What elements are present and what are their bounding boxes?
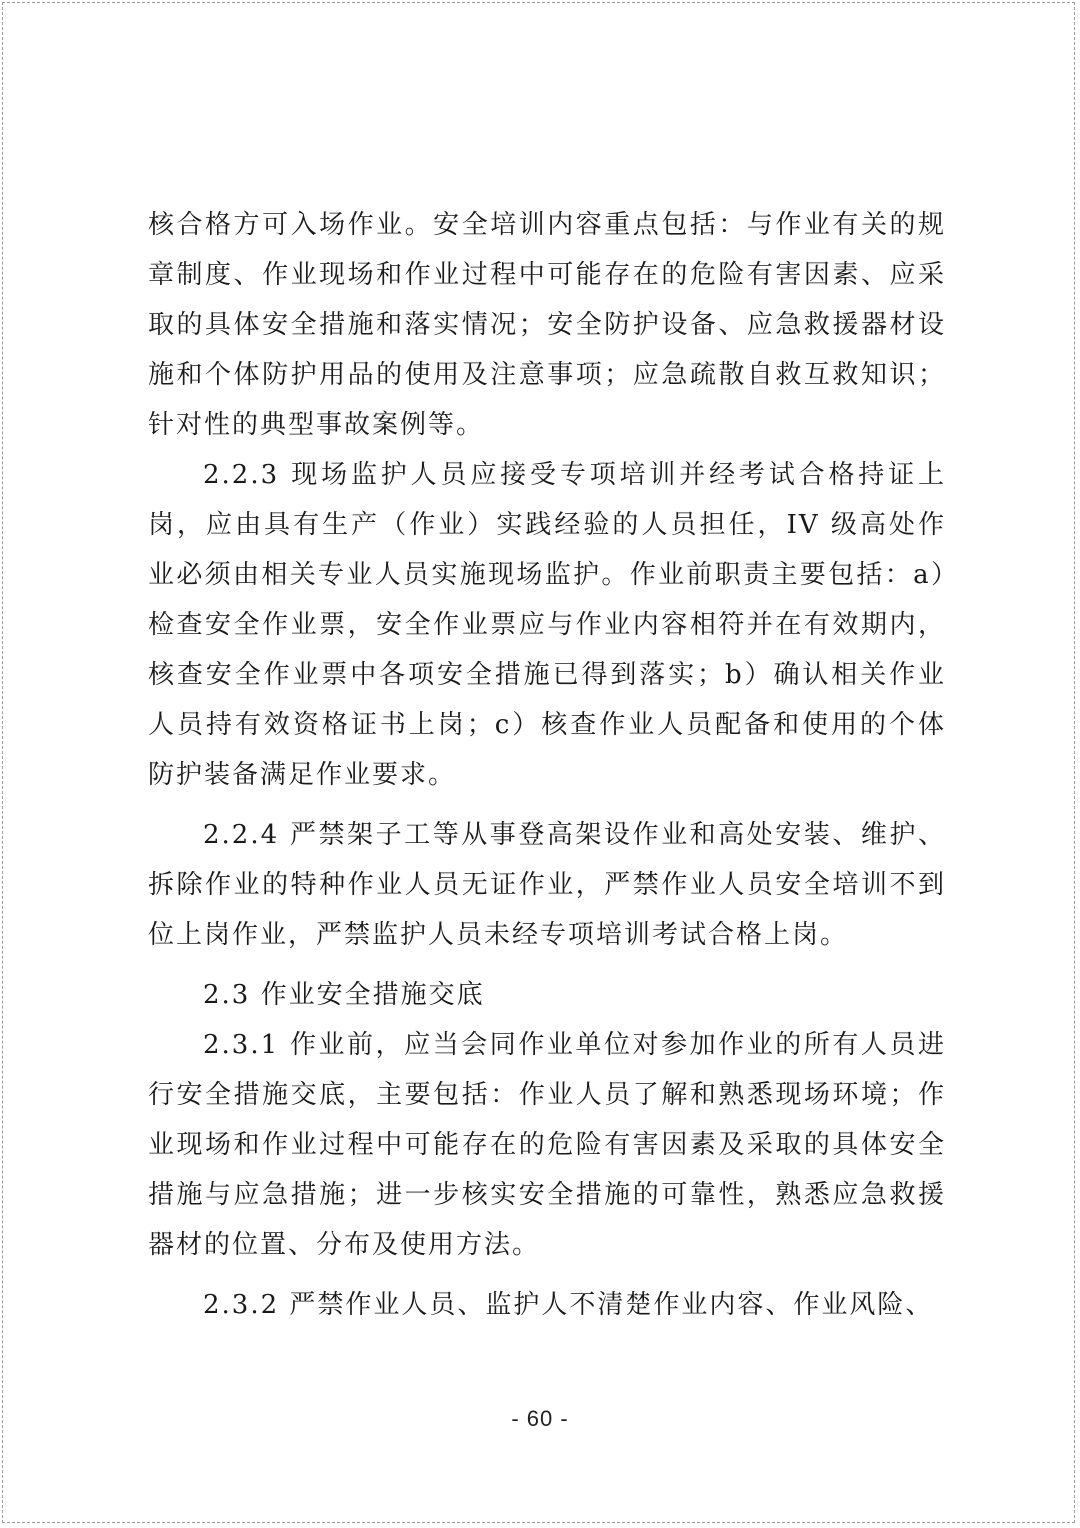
paragraph-training-content: 核合格方可入场作业。安全培训内容重点包括：与作业有关的规章制度、作业现场和作业过程中可能存在的危险有害因素、应采取的具体安全措施和落实情况；安全防护设备、应急救援器材设施和个体防护用品的使用及注意事项；应急疏散自救互救知识；针对性的典型事故案例等。: [148, 210, 946, 440]
paragraph-2-3-2: 2.3.2 严禁作业人员、监护人不清楚作业内容、作业风险、: [203, 1290, 934, 1320]
section-heading-2-3: 2.3 作业安全措施交底: [203, 980, 485, 1010]
paragraph-2-2-4: 2.2.4 严禁架子工等从事登高架设作业和高处安装、维护、拆除作业的特种作业人员无证作业，严禁作业人员安全培训不到位上岗作业，严禁监护人员未经专项培训考试合格上岗。: [148, 820, 946, 950]
document-body: [148, 200, 946, 1330]
page-number: - 60 -: [511, 1406, 569, 1431]
paragraph-2-3-1: 2.3.1 作业前，应当会同作业单位对参加作业的所有人员进行安全措施交底，主要包括：作业人员了解和熟悉现场环境；作业现场和作业过程中可能存在的危险有害因素及采取的具体安全措施与应急措施；进一步核实安全措施的可靠性，熟悉应急救援器材的位置、分布及使用方法。: [148, 1030, 946, 1260]
paragraph-2-2-3: 2.2.3 现场监护人员应接受专项培训并经考试合格持证上岗，应由具有生产（作业）实践经验的人员担任，IV 级高处作业必须由相关专业人员实施现场监护。作业前职责主要包括：a）检查安全作业票，安全作业票应与作业内容相符并在有效期内，核查安全作业票中各项安全措施已得到落实；b）确认相关作业人员持有效资格证书上岗；c）核查作业人员配备和使用的个体防护装备满足作业要求。: [148, 460, 946, 790]
